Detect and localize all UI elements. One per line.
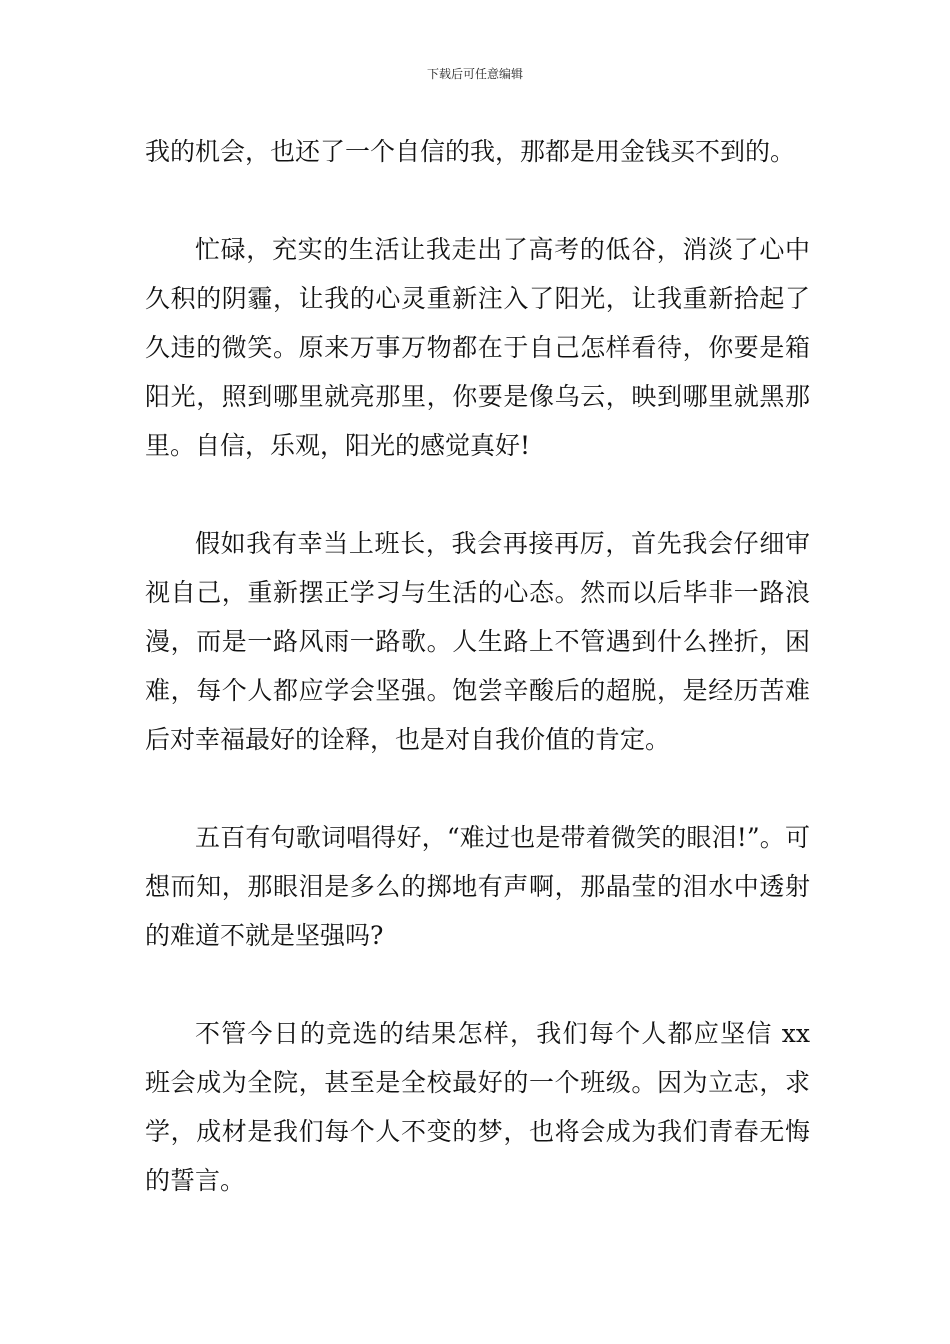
paragraph-2: 忙碌，充实的生活让我走出了高考的低谷，消淡了心中久积的阴霾，让我的心灵重新注入了阳光，让我重新拾起了久违的微笑。原来万事万物都在于自己怎样看待，你要是箱阳光，照到哪里就亮那里，你要是像乌云，映到哪里就黑那里。自信，乐观，阳光的感觉真好! — [145, 235, 810, 460]
document-body — [145, 127, 818, 1254]
page-header: 下载后可任意编辑 — [426, 67, 523, 81]
paragraph-3: 假如我有幸当上班长，我会再接再厉，首先我会仔细审视自己，重新摆正学习与生活的心态。然而以后毕非一路浪漫，而是一路风雨一路歌。人生路上不管遇到什么挫折，困难，每个人都应学会坚强。饱尝辛酸后的超脱，是经历苦难后对幸福最好的诠释，也是对自我价值的肯定。 — [145, 529, 810, 754]
paragraph-1: 我的机会，也还了一个自信的我，那都是用金钱买不到的。 — [145, 137, 796, 166]
paragraph-5: 不管今日的竞选的结果怎样，我们每个人都应坚信 xx 班会成为全院，甚至是全校最好的一个班级。因为立志，求学，成材是我们每个人不变的梦，也将会成为我们青春无悔的誓言。 — [145, 1019, 818, 1195]
paragraph-4: 五百有句歌词唱得好，“难过也是带着微笑的眼泪!”。可想而知，那眼泪是多么的掷地有声啊，那晶莹的泪水中透射的难道不就是坚强吗? — [145, 823, 810, 950]
